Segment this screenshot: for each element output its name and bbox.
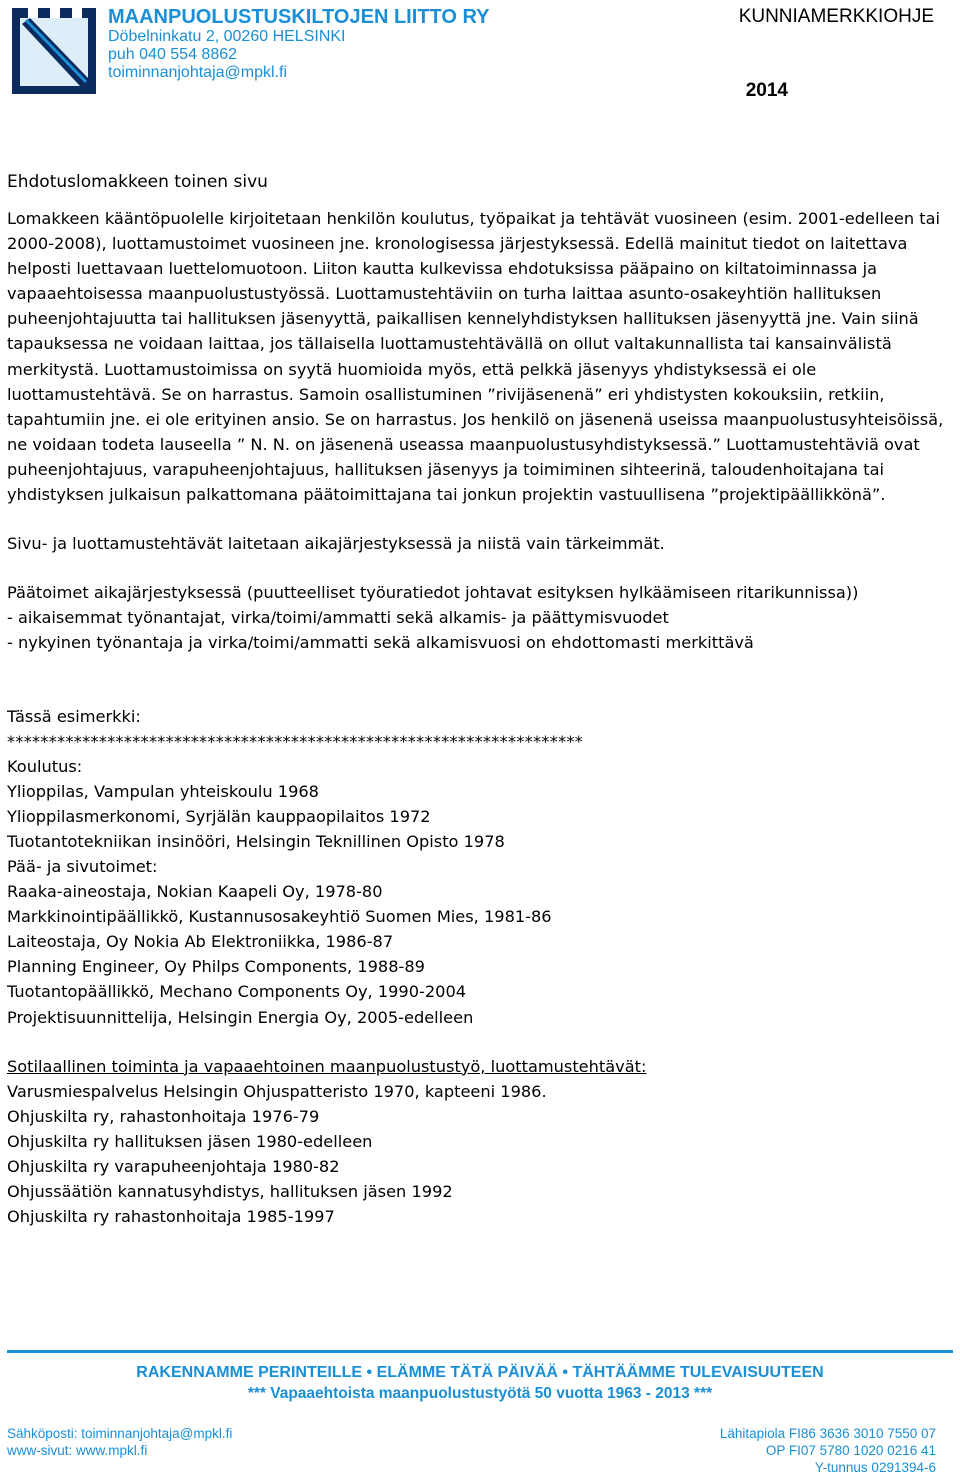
jobs-label: Pää- ja sivutoimet:: [7, 856, 158, 876]
intro-paragraph: [7, 206, 947, 507]
military-label: Sotilaallinen toiminta ja vapaaehtoinen maanpuolustustyö, luottamustehtävät:: [7, 1056, 647, 1076]
footer-anniversary: *** Vapaaehtoista maanpuolustustyötä 50 vuotta 1963 - 2013 ***: [247, 1385, 713, 1402]
education-label: Koulutus:: [7, 756, 83, 776]
footer-website[interactable]: www-sivut: www.mpkl.fi: [7, 1443, 148, 1458]
slogan-bullet: •: [366, 1364, 373, 1381]
job-item: Tuotantopäällikkö, Mechano Components Oy, 1990-2004: [7, 982, 467, 1002]
slogan-part-2: ELÄMME TÄTÄ PÄIVÄÄ: [376, 1364, 558, 1381]
footer-slogan: [0, 1362, 960, 1383]
military-item: Ohjuskilta ry hallituksen jäsen 1980-edelleen: [7, 1131, 373, 1151]
page-header: [0, 0, 960, 110]
military-item: Varusmiespalvelus Helsingin Ohjuspatteristo 1970, kapteeni 1986.: [7, 1081, 547, 1101]
job-item: Markkinointipäällikkö, Kustannusosakeyhtiö Suomen Mies, 1981-86: [7, 907, 552, 927]
military-item: Ohjuskilta ry varapuheenjohtaja 1980-82: [7, 1157, 340, 1176]
example-separator: *********************************************************************: [7, 731, 584, 751]
organization-phone: puh 040 554 8862: [108, 46, 238, 63]
footer-contact: [7, 1425, 232, 1459]
footer-email[interactable]: Sähköposti: toiminnanjohtaja@mpkl.fi: [7, 1426, 233, 1441]
organization-email[interactable]: toiminnanjohtaja@mpkl.fi: [108, 64, 287, 81]
business-id: Y-tunnus 0291394-6: [814, 1460, 936, 1475]
main-jobs-line-1: - aikaisemmat työnantajat, virka/toimi/ammatti sekä alkamis- ja päättymisvuodet: [7, 608, 669, 628]
intro-bold-national: valtakunnallista: [614, 334, 744, 354]
education-item: Ylioppilasmerkonomi, Syrjälän kauppaopilaitos 1972: [7, 806, 431, 826]
slogan-bullet: •: [562, 1364, 568, 1381]
job-item: Laiteostaja, Oy Nokia Ab Elektroniikka, 1986-87: [7, 932, 394, 952]
intro-bold-international: kansainvälistä: [774, 334, 892, 354]
intro-text-3: tai: [743, 334, 775, 354]
job-item: Raaka-aineostaja, Nokian Kaapeli Oy, 1978-80: [7, 882, 383, 902]
footer-bank-info: [720, 1425, 936, 1476]
education-item: Tuotantotekniikan insinööri, Helsingin Teknillinen Opisto 1978: [7, 831, 505, 851]
slogan-part-1: RAKENNAMME PERINTEILLE: [136, 1364, 363, 1381]
document-title: KUNNIAMERKKIOHJE: [738, 6, 934, 27]
guild-tower-logo-icon: [6, 4, 102, 100]
organization-address: Döbelninkatu 2, 00260 HELSINKI: [108, 28, 346, 45]
intro-text-2: Luottamustehtäviin on turha laittaa asunto-osakeyhtiön hallituksen puheenjohtajuutta tai hallituksen jäsenyyttä, paikallisen kennelyhdistyksen hallituksen jäsenyyttä jne. Vain siinä tapauksessa ne voidaan laittaa, jos tällaisella luottamustehtävällä on ollut: [7, 284, 919, 354]
document-year: 2014: [745, 80, 788, 101]
military-item: Ohjussäätiön kannatusyhdistys, hallituksen jäsen 1992: [7, 1182, 453, 1202]
page-heading: Ehdotuslomakkeen toinen sivu: [7, 172, 268, 192]
main-jobs-line-2-emphasis: ehdottomasti: [551, 633, 661, 653]
intro-text-1: Lomakkeen kääntöpuolelle kirjoitetaan henkilön koulutus, työpaikat ja tehtävät vuosineen (esim. 2001-edelleen tai 2000-2008), luottamustoimet vuosineen jne. kronologisessa järjestyksessä. Edellä mainitut tiedot on laitettava helposti luettavaan luettelomuotoon. Liiton kautta kulkevissa ehdotuksissa pääpaino on kiltatoiminnassa ja vapaaehtoisessa maanpuolustustyössä.: [7, 209, 941, 304]
slogan-part-3: TÄHTÄÄMME TULEVAISUUTEEN: [572, 1364, 824, 1381]
footer-divider: [7, 1350, 953, 1353]
bank-account-1: Lähitapiola FI86 3636 3010 7550 07: [719, 1426, 936, 1441]
side-tasks-note: Sivu- ja luottamustehtävät laitetaan aikajärjestyksessä ja niistä vain tärkeimmät.: [7, 534, 665, 554]
organization-name: MAANPUOLUSTUSKILTOJEN LIITTO RY: [108, 6, 490, 28]
intro-text-4: merkitystä. Luottamustoimissa on syytä huomioida myös, että pelkkä jäsenyys yhdistyksessä ei ole luottamustehtävä. Se on harrastus. Samoin osallistuminen ”rivijäsenenä” eri yhdistysten kokouksiin, retkiin, tapahtumiin jne. ei ole erityinen ansio. Se on harrastus. Jos henkilö on jäsenenä useissa maanpuolustusyhteisöissä, ne voidaan todeta lauseella ” N. N. on jäsenenä useassa maanpuolustusyhdistyksessä.” Luottamustehtäviä ovat puheenjohtajuus, varapuheenjohtajuus, hallituksen jäsenyys ja toimiminen sihteerinä, taloudenhoitajana tai yhdistyksen julkaisun palkattomana päätoimittajana tai jonkun projektin vastuullisena ”projektipäällikkönä”.: [7, 359, 944, 505]
example-label: Tässä esimerkki:: [7, 706, 141, 726]
document-body: [7, 170, 947, 1229]
main-jobs-line-2: [7, 630, 947, 655]
main-jobs-line-2-text: - nykyinen työnantaja ja virka/toimi/ammatti sekä alkamisvuosi on: [7, 633, 552, 653]
job-item: Planning Engineer, Oy Philps Components, 1988-89: [7, 957, 425, 977]
main-jobs-intro: Päätoimet aikajärjestyksessä (puutteelliset työuratiedot johtavat esityksen hylkäämiseen ritarikunnissa)): [7, 583, 859, 603]
education-item: Ylioppilas, Vampulan yhteiskoulu 1968: [7, 781, 319, 801]
bank-account-2: OP FI07 5780 1020 0216 41: [765, 1443, 936, 1458]
job-item: Projektisuunnittelija, Helsingin Energia Oy, 2005-edelleen: [7, 1007, 474, 1027]
main-jobs-line-2-end: merkittävä: [660, 633, 754, 653]
military-item: Ohjuskilta ry rahastonhoitaja 1985-1997: [7, 1207, 335, 1227]
military-item: Ohjuskilta ry, rahastonhoitaja 1976-79: [7, 1106, 320, 1126]
organization-block: [108, 6, 490, 82]
